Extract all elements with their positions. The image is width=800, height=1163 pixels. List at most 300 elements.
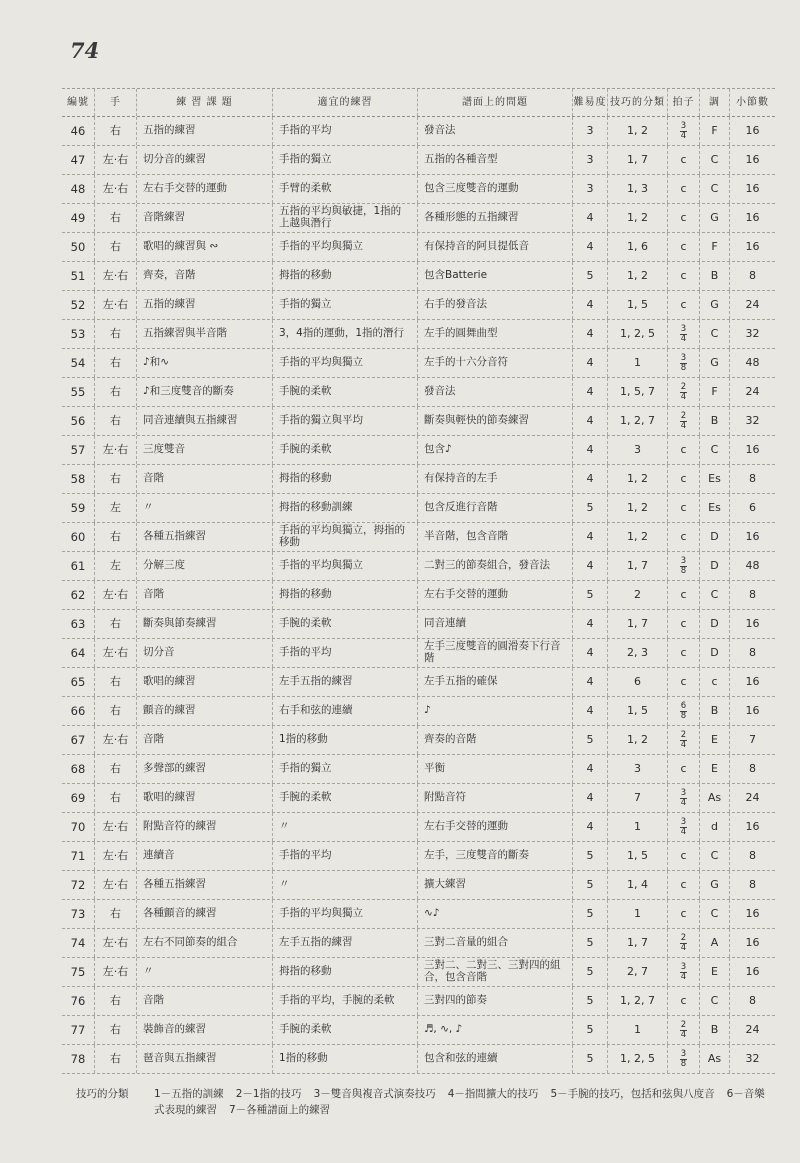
topic-cell: 附點音符的練習 [137,813,273,841]
header-hand: 手 [95,89,137,116]
hand-cell: 右 [95,320,137,348]
technique-cell: 1, 2, 7 [608,987,668,1015]
measures-cell: 16 [745,239,760,253]
technique-cell: 1, 3 [608,175,668,203]
exercise-cell: 手腕的柔軟 [273,784,418,812]
difficulty-cell: 5 [573,958,608,986]
time-signature: $\frac{3}{4}$ [680,817,687,837]
time-signature: $\frac{3}{8}$ [680,556,687,576]
header-topic: 練 習 課 題 [137,89,273,116]
hand-cell: 右 [95,233,137,261]
technique-cell: 7 [608,784,668,812]
table-row [62,581,775,610]
difficulty-cell: 5 [573,842,608,870]
problem-cell: 半音階，包含音階 [418,523,573,551]
problem-cell: 齊奏的音階 [418,726,573,754]
topic-cell: 歌唱的練習 [137,784,273,812]
technique-cell: 1 [608,349,668,377]
time-signature: $\frac{2}{4}$ [680,382,687,402]
table-row [62,900,775,929]
difficulty-cell: 4 [573,204,608,232]
difficulty-cell: 4 [573,552,608,580]
key-cell: F [700,378,730,406]
topic-cell: 五指練習與半音階 [137,320,273,348]
measures-cell: 16 [745,152,760,166]
legend-item: 3－雙音與複音式演奏技巧 [313,1088,436,1100]
problem-cell: 左右手交替的運動 [418,581,573,609]
topic-cell: 五指的練習 [137,291,273,319]
hand-cell: 右 [95,407,137,435]
time-signature: $\frac{3}{8}$ [680,353,687,373]
exercise-cell: 手指的平均與獨立，拇指的移動 [273,523,418,551]
row-number-cell: 73 [62,900,95,928]
exercise-cell: 手指的獨立 [273,755,418,783]
header-meter: 拍子 [668,89,700,116]
difficulty-cell: 4 [573,436,608,464]
row-number-cell: 78 [62,1045,95,1073]
meter-cell [668,929,700,957]
key-cell: B [700,262,730,290]
key-cell: C [700,581,730,609]
exercise-cell: 手指的獨立 [273,291,418,319]
table-row [62,1016,775,1045]
meter-cell: c [668,987,700,1015]
problem-cell: 斷奏與輕快的節奏練習 [418,407,573,435]
row-number-cell: 57 [62,436,95,464]
hand-cell: 右 [95,465,137,493]
meter-cell [668,552,700,580]
difficulty-cell: 4 [573,668,608,696]
measures-cell: 16 [745,123,760,137]
difficulty-cell: 4 [573,813,608,841]
technique-legend [76,1086,766,1119]
meter-cell: c [668,610,700,638]
hand-cell: 左·右 [95,581,137,609]
technique-cell: 6 [608,668,668,696]
key-cell: c [700,668,730,696]
technique-cell: 1, 2 [608,465,668,493]
technique-cell: 1, 2 [608,523,668,551]
topic-cell: 各種顫音的練習 [137,900,273,928]
row-number-cell: 75 [62,958,95,986]
table-row [62,175,775,204]
measures-cell: 6 [749,500,756,514]
difficulty-cell: 3 [573,175,608,203]
key-cell: Es [700,465,730,493]
topic-cell: 三度雙音 [137,436,273,464]
measures-cell: 16 [745,442,760,456]
key-cell: F [700,117,730,145]
row-number-cell: 64 [62,639,95,667]
row-number-cell: 52 [62,291,95,319]
measures-cell: 32 [745,326,760,340]
table-row [62,813,775,842]
time-signature: $\frac{3}{8}$ [680,1049,687,1069]
header-technique: 技巧的分類 [608,89,668,116]
meter-cell [668,813,700,841]
time-signature: $\frac{6}{8}$ [680,701,687,721]
difficulty-cell: 4 [573,465,608,493]
topic-cell: 音階 [137,465,273,493]
row-number-cell: 46 [62,117,95,145]
problem-cell: 左手的圓舞曲型 [418,320,573,348]
table-row [62,407,775,436]
legend-item: 2－1指的技巧 [235,1088,302,1100]
meter-cell: c [668,175,700,203]
meter-cell: c [668,291,700,319]
technique-cell: 1 [608,1016,668,1044]
meter-cell [668,1045,700,1073]
table-row [62,784,775,813]
topic-cell: 五指的練習 [137,117,273,145]
row-number-cell: 71 [62,842,95,870]
technique-cell: 1 [608,813,668,841]
hand-cell: 右 [95,1016,137,1044]
topic-cell: 顫音的練習 [137,697,273,725]
technique-cell: 1, 2 [608,117,668,145]
measures-cell: 16 [745,210,760,224]
hand-cell: 右 [95,378,137,406]
exercise-cell: 手腕的柔軟 [273,436,418,464]
topic-cell: ♪和∿ [137,349,273,377]
exercise-cell: 1指的移動 [273,726,418,754]
key-cell: D [700,610,730,638]
hand-cell: 右 [95,755,137,783]
exercise-cell: 手指的平均與獨立 [273,233,418,261]
difficulty-cell: 5 [573,929,608,957]
exercise-cell: 拇指的移動 [273,958,418,986]
key-cell: G [700,291,730,319]
difficulty-cell: 4 [573,378,608,406]
topic-cell: 音階練習 [137,204,273,232]
technique-cell: 1, 6 [608,233,668,261]
technique-cell: 1, 5, 7 [608,378,668,406]
row-number-cell: 76 [62,987,95,1015]
measures-cell: 24 [745,790,760,804]
hand-cell: 左·右 [95,639,137,667]
meter-cell: c [668,233,700,261]
problem-cell: 有保持音的左手 [418,465,573,493]
measures-cell: 8 [749,877,756,891]
problem-cell: 包含♪ [418,436,573,464]
table-row [62,842,775,871]
topic-cell: 各種五指練習 [137,523,273,551]
technique-cell: 1, 4 [608,871,668,899]
row-number-cell: 67 [62,726,95,754]
problem-cell: 右手的發音法 [418,291,573,319]
measures-cell: 16 [745,703,760,717]
key-cell: E [700,958,730,986]
problem-cell: 左手五指的確保 [418,668,573,696]
meter-cell [668,320,700,348]
key-cell: G [700,349,730,377]
exercise-cell: 手指的平均與獨立 [273,900,418,928]
meter-cell [668,958,700,986]
row-number-cell: 72 [62,871,95,899]
difficulty-cell: 4 [573,610,608,638]
time-signature: $\frac{3}{4}$ [680,324,687,344]
difficulty-cell: 5 [573,987,608,1015]
meter-cell: c [668,639,700,667]
table-row [62,320,775,349]
legend-item: 7－各種譜面上的練習 [229,1104,331,1117]
table-row [62,697,775,726]
difficulty-cell: 5 [573,1045,608,1073]
problem-cell: 左手，三度雙音的斷奏 [418,842,573,870]
technique-cell: 1, 2, 7 [608,407,668,435]
row-number-cell: 55 [62,378,95,406]
technique-cell: 1, 7 [608,610,668,638]
meter-cell [668,378,700,406]
difficulty-cell: 4 [573,523,608,551]
hand-cell: 左·右 [95,958,137,986]
exercise-cell: 手指的獨立 [273,146,418,174]
table-row [62,668,775,697]
problem-cell: 發音法 [418,378,573,406]
table-row [62,494,775,523]
topic-cell: 各種五指練習 [137,871,273,899]
table-row [62,987,775,1016]
key-cell: D [700,639,730,667]
difficulty-cell: 3 [573,146,608,174]
topic-cell: ♪和三度雙音的斷奏 [137,378,273,406]
table-row [62,378,775,407]
problem-cell: 五指的各種音型 [418,146,573,174]
difficulty-cell: 4 [573,349,608,377]
meter-cell [668,349,700,377]
table-row [62,871,775,900]
hand-cell: 左·右 [95,842,137,870]
hand-cell: 右 [95,523,137,551]
exercise-cell: 左手五指的練習 [273,929,418,957]
key-cell: Es [700,494,730,522]
problem-cell: 各種形態的五指練習 [418,204,573,232]
key-cell: G [700,204,730,232]
table-row [62,117,775,146]
exercise-cell: 3，4指的運動，1指的潛行 [273,320,418,348]
topic-cell: 琶音與五指練習 [137,1045,273,1073]
problem-cell: 擴大練習 [418,871,573,899]
difficulty-cell: 4 [573,233,608,261]
problem-cell: 附點音符 [418,784,573,812]
hand-cell: 左·右 [95,871,137,899]
exercise-cell: 手指的平均 [273,117,418,145]
meter-cell [668,117,700,145]
row-number-cell: 69 [62,784,95,812]
problem-cell: 三對二、二對三、三對四的組合，包含音階 [418,958,573,986]
table-row [62,639,775,668]
exercise-cell: 拇指的移動 [273,465,418,493]
measures-cell: 32 [745,1051,760,1065]
measures-cell: 16 [745,964,760,978]
hand-cell: 右 [95,117,137,145]
key-cell: C [700,320,730,348]
hand-cell: 左·右 [95,813,137,841]
row-number-cell: 62 [62,581,95,609]
difficulty-cell: 4 [573,407,608,435]
meter-cell: c [668,668,700,696]
meter-cell [668,784,700,812]
exercise-cell: 手指的平均 [273,842,418,870]
measures-cell: 24 [745,384,760,398]
row-number-cell: 77 [62,1016,95,1044]
measures-cell: 48 [745,355,760,369]
hand-cell: 左·右 [95,175,137,203]
table-row [62,958,775,987]
header-number: 編號 [62,89,95,116]
meter-cell [668,697,700,725]
topic-cell: 斷奏與節奏練習 [137,610,273,638]
problem-cell: 包含Batterie [418,262,573,290]
key-cell: As [700,1045,730,1073]
problem-cell: 平衡 [418,755,573,783]
difficulty-cell: 4 [573,784,608,812]
row-number-cell: 56 [62,407,95,435]
exercise-cell: 手指的平均與獨立 [273,552,418,580]
row-number-cell: 47 [62,146,95,174]
technique-cell: 3 [608,436,668,464]
difficulty-cell: 5 [573,262,608,290]
technique-cell: 1, 7 [608,929,668,957]
table-row [62,291,775,320]
key-cell: B [700,1016,730,1044]
measures-cell: 7 [749,732,756,746]
technique-cell: 1 [608,900,668,928]
header-measures: 小節數 [736,97,769,108]
meter-cell: c [668,262,700,290]
row-number-cell: 66 [62,697,95,725]
table-row [62,349,775,378]
table-header [62,89,775,117]
hand-cell: 左 [95,552,137,580]
exercise-cell: 手指的獨立與平均 [273,407,418,435]
technique-cell: 1, 2, 5 [608,320,668,348]
header-difficulty: 難易度 [573,89,608,116]
difficulty-cell: 5 [573,1016,608,1044]
meter-cell: c [668,581,700,609]
difficulty-cell: 5 [573,581,608,609]
technique-cell: 1, 2 [608,204,668,232]
hand-cell: 左·右 [95,929,137,957]
time-signature: $\frac{2}{4}$ [680,933,687,953]
problem-cell: 包含和弦的連續 [418,1045,573,1073]
technique-cell: 1, 5 [608,842,668,870]
difficulty-cell: 4 [573,697,608,725]
row-number-cell: 54 [62,349,95,377]
key-cell: D [700,523,730,551]
hand-cell: 左·右 [95,726,137,754]
hand-cell: 右 [95,668,137,696]
time-signature: $\frac{2}{4}$ [680,1020,687,1040]
meter-cell: c [668,204,700,232]
measures-cell: 16 [745,906,760,920]
topic-cell: 〃 [137,494,273,522]
problem-cell: 有保持音的阿貝提低音 [418,233,573,261]
table-row [62,610,775,639]
hand-cell: 右 [95,349,137,377]
topic-cell: 裝飾音的練習 [137,1016,273,1044]
exercise-cell: 手指的平均與獨立 [273,349,418,377]
exercise-cell: 拇指的移動 [273,262,418,290]
measures-cell: 16 [745,935,760,949]
meter-cell [668,1016,700,1044]
meter-cell [668,407,700,435]
key-cell: E [700,755,730,783]
row-number-cell: 68 [62,755,95,783]
exercise-cell: 五指的平均與敏捷，1指的上越與潛行 [273,204,418,232]
exercise-cell: 左手五指的練習 [273,668,418,696]
measures-cell: 8 [749,268,756,282]
technique-cell: 2 [608,581,668,609]
technique-cell: 3 [608,755,668,783]
difficulty-cell: 5 [573,871,608,899]
topic-cell: 音階 [137,987,273,1015]
key-cell: C [700,175,730,203]
key-cell: As [700,784,730,812]
row-number-cell: 58 [62,465,95,493]
meter-cell: c [668,871,700,899]
technique-cell: 2, 7 [608,958,668,986]
hand-cell: 右 [95,987,137,1015]
time-signature: $\frac{2}{4}$ [680,730,687,750]
legend-item: 6－音樂式表現的練習 [154,1088,765,1117]
problem-cell: 同音連續 [418,610,573,638]
exercise-cell: 〃 [273,871,418,899]
header-key: 調 [700,89,730,116]
difficulty-cell: 5 [573,726,608,754]
table-row [62,146,775,175]
meter-cell: c [668,900,700,928]
topic-cell: 分解三度 [137,552,273,580]
meter-cell: c [668,436,700,464]
table-row [62,436,775,465]
hand-cell: 左·右 [95,291,137,319]
technique-cell: 1, 2 [608,726,668,754]
exercise-cell: 手腕的柔軟 [273,610,418,638]
hand-cell: 右 [95,784,137,812]
measures-cell: 48 [745,558,760,572]
meter-cell [668,726,700,754]
topic-cell: 切分音 [137,639,273,667]
measures-cell: 16 [745,616,760,630]
problem-cell: 發音法 [418,117,573,145]
row-number-cell: 70 [62,813,95,841]
header-problem: 譜面上的問題 [418,89,573,116]
time-signature: $\frac{3}{4}$ [680,962,687,982]
measures-cell: 16 [745,529,760,543]
key-cell: E [700,726,730,754]
etude-table [62,88,775,1074]
time-signature: $\frac{3}{4}$ [680,121,687,141]
technique-cell: 2, 3 [608,639,668,667]
exercise-cell: 拇指的移動訓練 [273,494,418,522]
technique-cell: 1, 7 [608,146,668,174]
exercise-cell: 右手和弦的連續 [273,697,418,725]
table-row [62,726,775,755]
measures-cell: 24 [745,297,760,311]
table-row [62,465,775,494]
legend-item: 5－手腕的技巧，包括和弦與八度音 [550,1088,715,1100]
exercise-cell: 手腕的柔軟 [273,378,418,406]
row-number-cell: 53 [62,320,95,348]
hand-cell: 左 [95,494,137,522]
technique-cell: 1, 2 [608,494,668,522]
key-cell: C [700,146,730,174]
time-signature: $\frac{2}{4}$ [680,411,687,431]
technique-cell: 1, 5 [608,291,668,319]
hand-cell: 右 [95,204,137,232]
key-cell: D [700,552,730,580]
